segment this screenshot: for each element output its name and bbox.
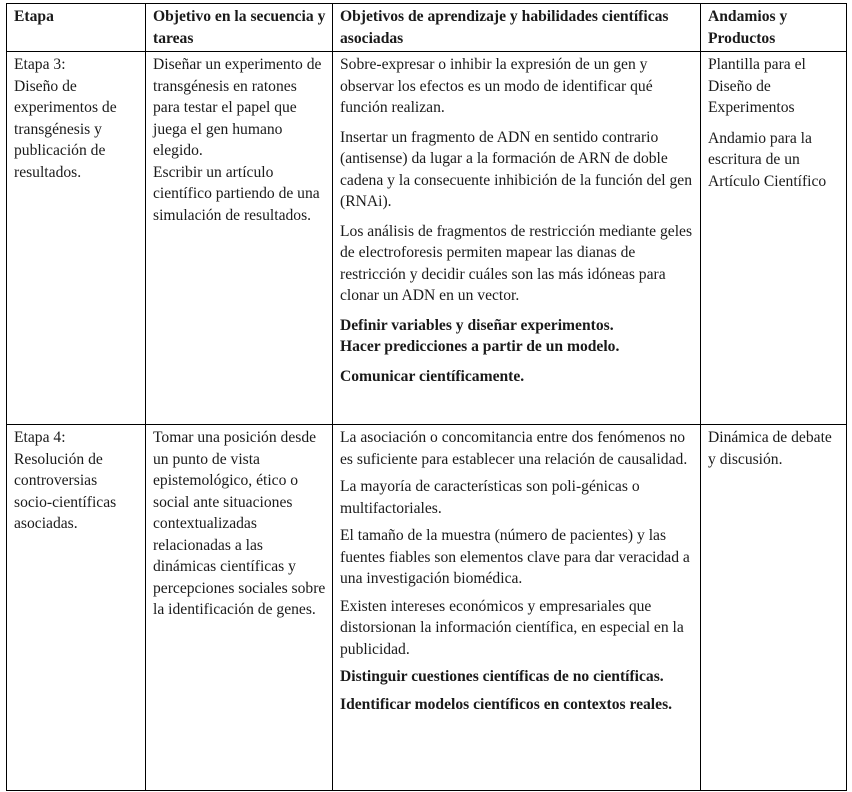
etapa-4-learning: [333, 425, 701, 791]
skill-item: Distinguir cuestiones científicas de no científicas.: [340, 668, 664, 685]
header-aprendizaje: [333, 4, 701, 52]
header-aprendizaje-bold: habilidades científicas asociadas: [340, 8, 669, 47]
learning-item: La mayoría de características son poli-génicas o multifactoriales.: [340, 478, 640, 517]
skill-item: Identificar modelos científicos en contextos reales.: [340, 695, 673, 713]
objective-text: Tomar una posición desde un punto de vista epistemológico, ético o social ante situaciones contextualizadas relacionadas a las dinámicas científicas y percepciones sociales sobre la identificación de genes.: [153, 429, 326, 618]
scaffold-item: Dinámica de debate y discusión.: [708, 429, 832, 468]
table-row-etapa-4: [7, 425, 847, 791]
skill-item: Definir variables y diseñar experimentos. Hacer predicciones a partir de un modelo.: [340, 316, 620, 355]
stage-text: Etapa 3: Diseño de experimentos de transgénesis y publicación de resultados.: [14, 56, 117, 181]
scaffold-item: Plantilla para el Diseño de Experimentos: [708, 56, 806, 116]
etapa-3-stage: [7, 52, 146, 425]
skill-item: Comunicar científicamente.: [340, 367, 525, 385]
header-objetivo: Objetivo en la secuencia y tareas: [146, 4, 333, 52]
header-etapa: Etapa: [7, 4, 146, 52]
objective-text: Diseñar un experimento de transgénesis en ratones para testar el papel que juega el gen humano elegido.: [153, 56, 322, 159]
header-aprendizaje-normal: Objetivos de aprendizaje y: [340, 8, 522, 25]
etapa-3-objective: [146, 52, 333, 425]
table-header-row: [7, 4, 847, 52]
etapa-3-scaffolds: [701, 52, 847, 425]
header-andamios: Andamios y Productos: [701, 4, 847, 52]
learning-item: Insertar un fragmento de ADN en sentido contrario (antisense) da lugar a la formación de ARN de doble cadena y la consecuente inhibición de la función del gen (RNAi).: [340, 128, 693, 210]
table-row-etapa-3: [7, 52, 847, 425]
etapa-4-scaffolds: [701, 425, 847, 791]
learning-item: Sobre-expresar o inhibir la expresión de un gen y observar los efectos es un modo de identificar qué función realizan.: [340, 56, 653, 116]
stage-text: Etapa 4: Resolución de controversias socio-científicas asociadas.: [14, 429, 117, 532]
learning-item: El tamaño de la muestra (número de pacientes) y las fuentes fiables son elementos clave para dar veracidad a una investigación biomédica.: [340, 527, 690, 587]
scaffold-item: Andamio para la escritura de un Artículo Científico: [708, 129, 827, 190]
learning-item: Los análisis de fragmentos de restricción mediante geles de electroforesis permiten mapear las dianas de restricción y decidir cuáles son las más idóneas para clonar un ADN en un vector.: [340, 222, 693, 304]
etapa-4-stage: [7, 425, 146, 791]
etapa-3-learning: [333, 52, 701, 425]
etapa-4-objective: [146, 425, 333, 791]
objective-text-2: Escribir un artículo científico partiendo de una simulación de resultados.: [153, 163, 320, 224]
learning-item: La asociación o concomitancia entre dos fenómenos no es suficiente para establecer una relación de causalidad.: [340, 429, 688, 468]
learning-item: Existen intereses económicos y empresariales que distorsionan la información científica, en especial en la publicidad.: [340, 597, 684, 658]
stages-table: [6, 3, 847, 791]
